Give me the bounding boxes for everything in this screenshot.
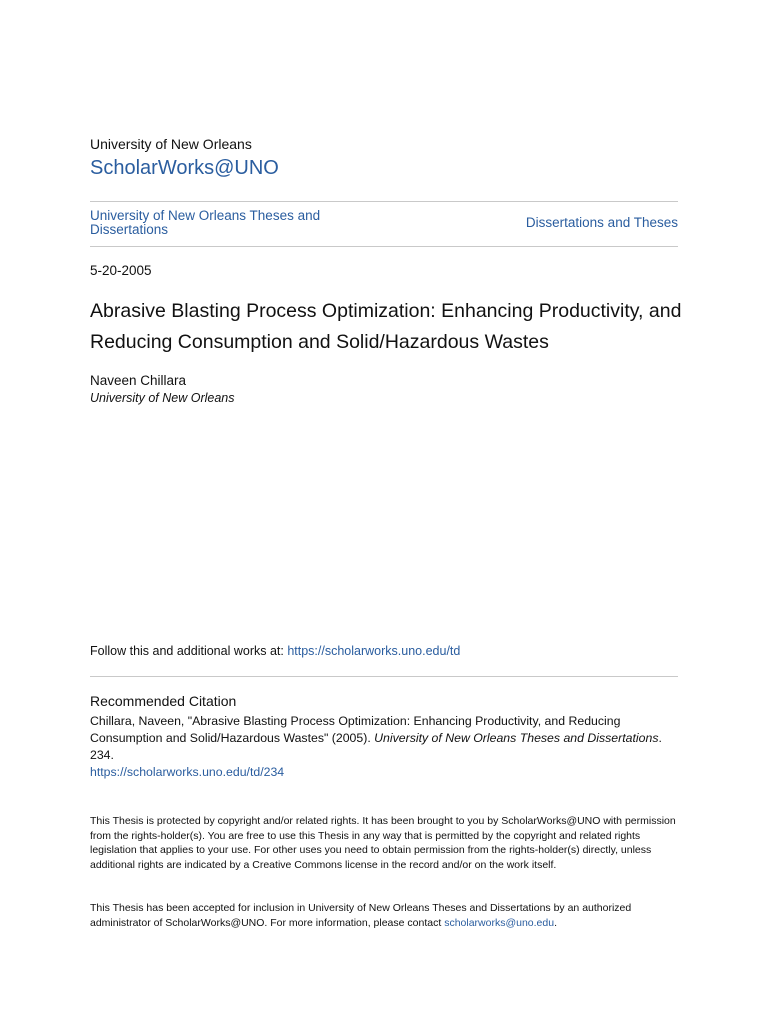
citation-divider — [90, 676, 678, 677]
institution-name: University of New Orleans — [90, 136, 252, 152]
citation-series: University of New Orleans Theses and Dissertations — [374, 731, 659, 745]
acceptance-end: . — [554, 916, 557, 929]
author-affiliation: University of New Orleans — [90, 391, 235, 405]
publication-date: 5-20-2005 — [90, 263, 152, 278]
citation-text — [90, 713, 680, 764]
citation-body: Chillara, Naveen, "Abrasive Blasting Process Optimization: Enhancing Productivity, and Reducing Consumption and Solid/Hazardous Wastes" (2005). — [90, 714, 621, 745]
acceptance-text: This Thesis has been accepted for inclusion in University of New Orleans Theses and Dissertations by an authorized administrator of ScholarWorks@UNO. For more information, please contact — [90, 902, 632, 929]
citation-link[interactable]: https://scholarworks.uno.edu/td/234 — [90, 765, 285, 779]
contact-email-link[interactable]: scholarworks@uno.edu — [444, 916, 555, 929]
author-name: Naveen Chillara — [90, 373, 187, 388]
rights-notice: This Thesis is protected by copyright and/or related rights. It has been brought to you by ScholarWorks@UNO with permission from the rights-holder(s). You are free to use this Thesis in any way that is permitted by the copyright and related rights legislation that applies to your use. For other uses you need to obtain permission from the rights-holder(s) directly, unless additional rights are indicated by a Creative Commons license in the record and/or on the work itself. — [90, 815, 676, 871]
follow-link[interactable]: https://scholarworks.uno.edu/td — [287, 644, 461, 658]
follow-prefix: Follow this and additional works at: — [90, 644, 288, 658]
follow-line — [90, 644, 460, 658]
citation-number: . 234. — [90, 731, 662, 762]
top-divider — [90, 201, 678, 202]
collection-link[interactable]: University of New Orleans Theses and Dissertations — [90, 208, 321, 237]
discipline-link[interactable]: Dissertations and Theses — [525, 215, 678, 230]
header-bottom-divider — [90, 246, 678, 247]
thesis-title: Abrasive Blasting Process Optimization: Enhancing Productivity, and Reducing Consumption and Solid/Hazardous Wastes — [90, 300, 682, 353]
citation-heading: Recommended Citation — [90, 693, 237, 709]
repository-link[interactable]: ScholarWorks@UNO — [90, 157, 279, 179]
acceptance-notice — [90, 901, 680, 930]
